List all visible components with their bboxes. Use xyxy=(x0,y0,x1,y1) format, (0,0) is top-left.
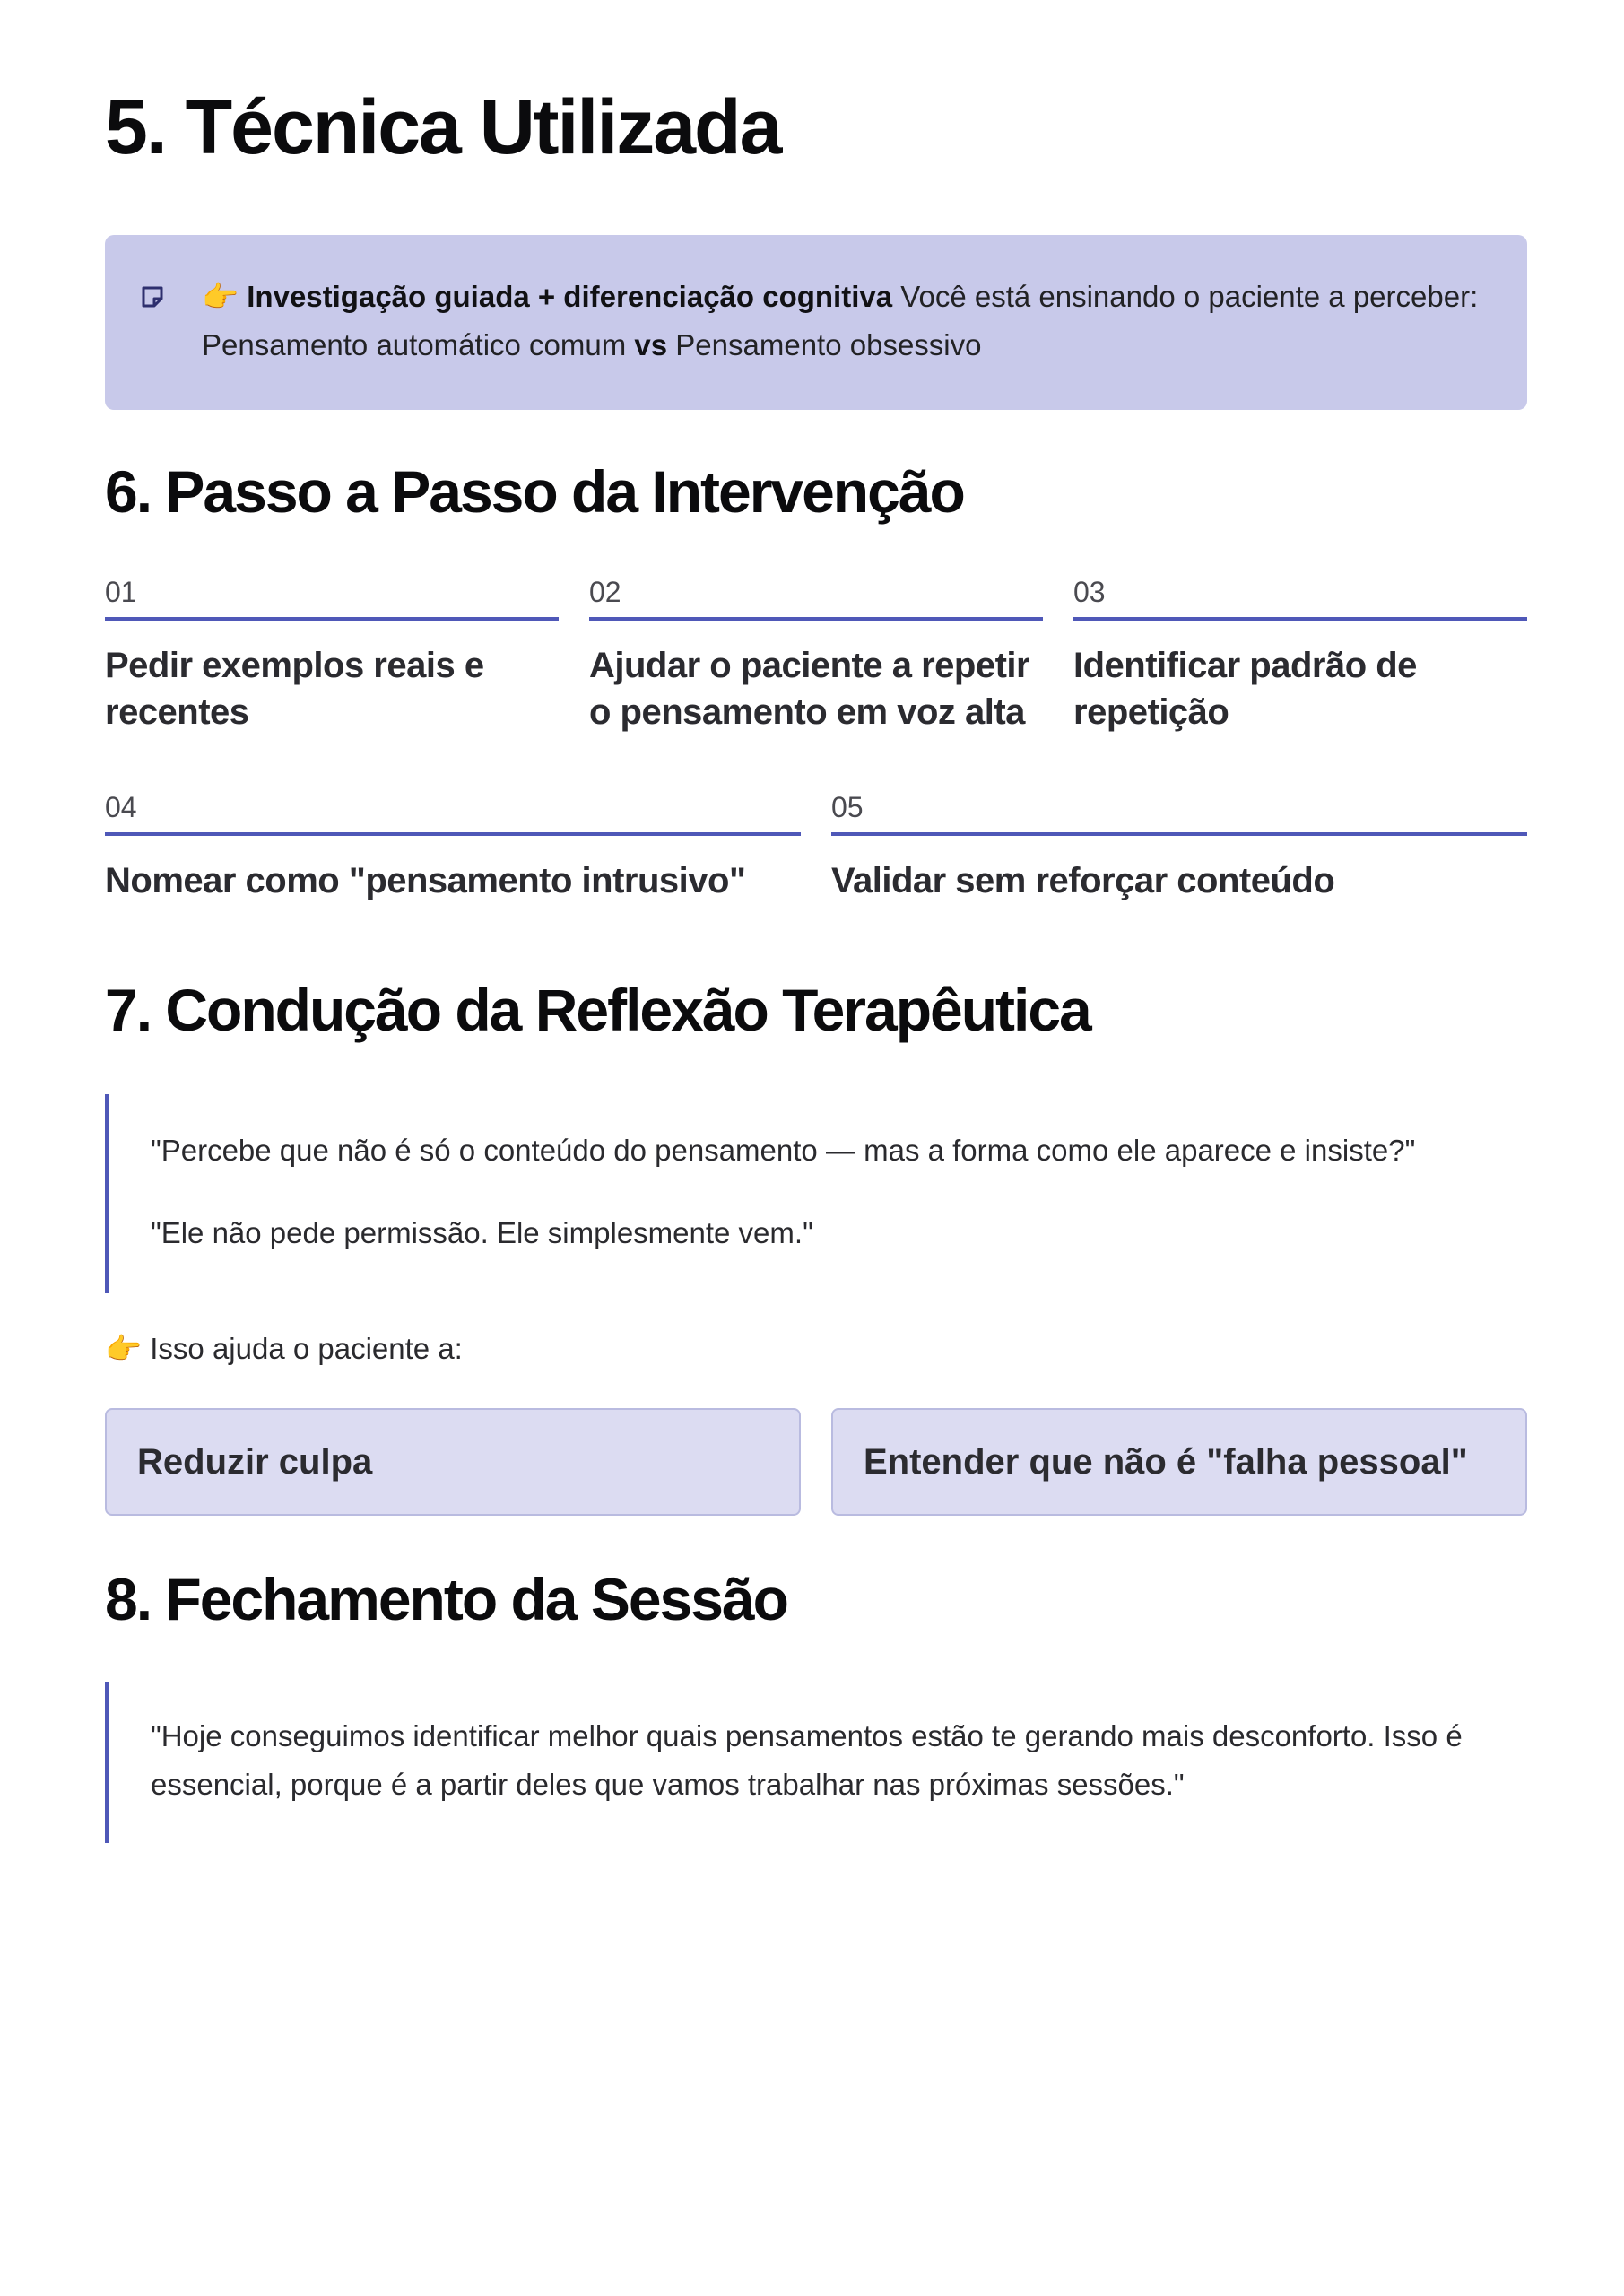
step-title: Identificar padrão de repetição xyxy=(1073,646,1417,732)
helps-line xyxy=(105,1327,463,1370)
step-item xyxy=(1073,574,1527,735)
section-heading-reflection: 7. Condução da Reflexão Terapêutica xyxy=(105,977,1090,1043)
step-item xyxy=(105,574,559,735)
quote-text: "Ele não pede permissão. Ele simplesmente vem." xyxy=(151,1216,813,1249)
step-item xyxy=(831,789,1527,904)
step-item xyxy=(105,789,801,904)
section-heading-closing: 8. Fechamento da Sessão xyxy=(105,1566,787,1632)
step-title: Validar sem reforçar conteúdo xyxy=(831,861,1335,900)
step-number: 01 xyxy=(105,574,559,621)
step-title: Ajudar o paciente a repetir o pensamento em voz alta xyxy=(589,646,1030,732)
section-heading-technique: 5. Técnica Utilizada xyxy=(105,84,781,170)
helps-text: Isso ajuda o paciente a: xyxy=(142,1332,463,1365)
reflection-quote-block xyxy=(105,1094,1527,1293)
note-icon xyxy=(139,283,166,310)
closing-quote-block xyxy=(105,1682,1527,1843)
quote-text: "Percebe que não é só o conteúdo do pensamento — mas a forma como ele aparece e insiste?" xyxy=(151,1134,1416,1167)
benefit-cards xyxy=(105,1408,1527,1516)
callout-vs: vs xyxy=(634,328,668,361)
steps-row-2 xyxy=(105,789,1527,904)
benefit-card: Entender que não é "falha pessoal" xyxy=(831,1408,1527,1516)
step-number: 04 xyxy=(105,789,801,836)
callout-bold-text: Investigação guiada + diferenciação cognitiva xyxy=(247,280,893,313)
section-heading-steps: 6. Passo a Passo da Intervenção xyxy=(105,458,964,525)
step-number: 02 xyxy=(589,574,1043,621)
step-number: 03 xyxy=(1073,574,1527,621)
steps-row-1 xyxy=(105,574,1527,735)
callout-text: Você está ensinando o paciente a perceber: Pensamento automático comum xyxy=(202,280,1479,361)
step-item xyxy=(589,574,1043,735)
benefit-card: Reduzir culpa xyxy=(105,1408,801,1516)
step-number: 05 xyxy=(831,789,1527,836)
callout-text-end: Pensamento obsessivo xyxy=(667,328,982,361)
step-title: Nomear como "pensamento intrusivo" xyxy=(105,861,746,900)
technique-callout xyxy=(105,235,1527,410)
pointing-hand-icon: 👉 xyxy=(105,1331,143,1366)
quote-text: "Hoje conseguimos identificar melhor quais pensamentos estão te gerando mais desconforto. Isso é essencial, porque é a partir deles que vamos trabalhar nas próximas sessões." xyxy=(151,1719,1463,1801)
step-title: Pedir exemplos reais e recentes xyxy=(105,646,484,732)
pointing-hand-icon: 👉 xyxy=(202,279,239,314)
